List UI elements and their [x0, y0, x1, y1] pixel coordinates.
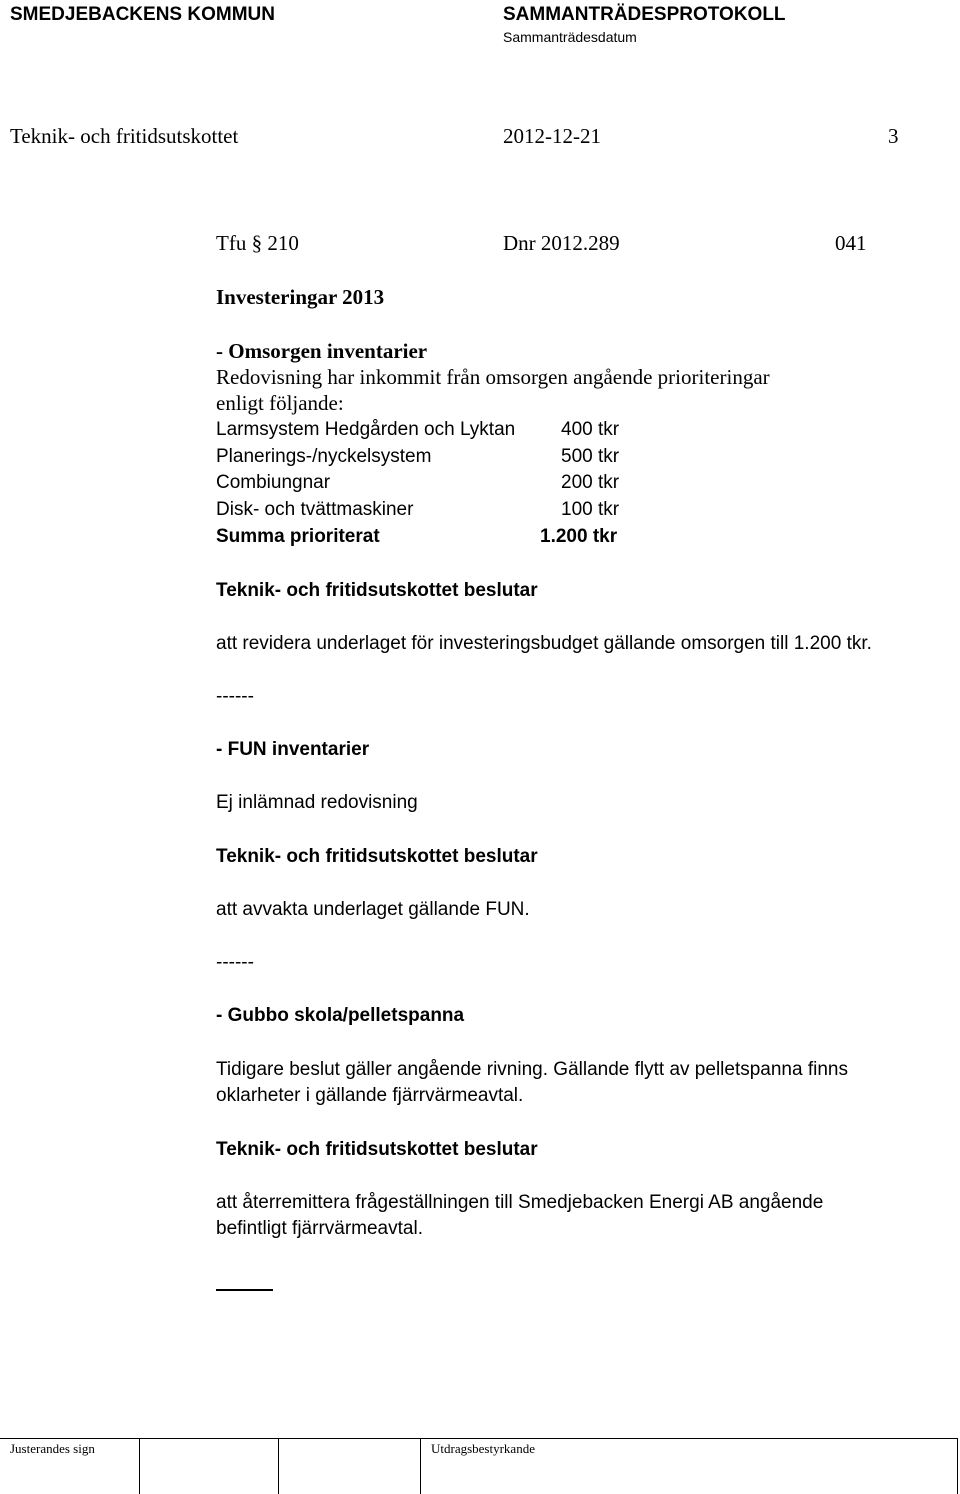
gubbo-text-line1: Tidigare beslut gäller angående rivning. Gällande flytt av pelletspanna finns [216, 1059, 848, 1080]
section-heading-gubbo: - Gubbo skola/pelletspanna [216, 1005, 465, 1026]
decision-text: att revidera underlaget för investeringsbudget gällande omsorgen till 1.200 tkr. [216, 633, 872, 654]
omsorgen-intro-line2: enligt följande: [216, 391, 344, 415]
item-amount: 100 tkr [561, 499, 620, 520]
decision-heading: Teknik- och fritidsutskottet beslutar [216, 846, 538, 867]
footer-divider [0, 1438, 958, 1439]
archive-code: 041 [835, 231, 867, 255]
footer-sign-label: Justerandes sign [10, 1441, 95, 1456]
item-amount: 400 tkr [561, 419, 620, 440]
diary-number: Dnr 2012.289 [503, 231, 620, 255]
paragraph-reference: Tfu § 210 [216, 231, 299, 255]
section-heading-fun: - FUN inventarier [216, 739, 370, 760]
decision-text-line1: att återremittera frågeställningen till Smedjebacken Energi AB angående [216, 1192, 824, 1213]
separator: ------ [216, 686, 254, 707]
gubbo-text-line2: oklarheter i gällande fjärrvärmeavtal. [216, 1085, 524, 1106]
decision-heading: Teknik- och fritidsutskottet beslutar [216, 1139, 538, 1160]
org-name: SMEDJEBACKENS KOMMUN [10, 4, 275, 25]
item-label: Larmsystem Hedgården och Lyktan [216, 419, 516, 440]
meeting-date: 2012-12-21 [503, 124, 601, 148]
page-title: Investeringar 2013 [216, 285, 385, 309]
section-heading-omsorgen: - Omsorgen inventarier [216, 339, 428, 363]
page-number: 3 [888, 124, 899, 148]
item-label: Disk- och tvättmaskiner [216, 499, 414, 520]
item-label: Combiungnar [216, 472, 331, 493]
footer-cell-divider [278, 1438, 279, 1494]
committee-name: Teknik- och fritidsutskottet [10, 124, 239, 148]
item-label: Planerings-/nyckelsystem [216, 446, 432, 467]
end-rule [216, 1289, 273, 1291]
fun-text: Ej inlämnad redovisning [216, 792, 418, 813]
item-amount: 500 tkr [561, 446, 620, 467]
decision-heading: Teknik- och fritidsutskottet beslutar [216, 580, 538, 601]
total-label: Summa prioriterat [216, 526, 380, 547]
footer-extract-label: Utdragsbestyrkande [431, 1441, 535, 1456]
footer-cell-divider [957, 1438, 958, 1494]
item-amount: 200 tkr [561, 472, 620, 493]
meeting-date-label: Sammanträdesdatum [503, 29, 637, 45]
decision-text: att avvakta underlaget gällande FUN. [216, 899, 530, 920]
document-type: SAMMANTRÄDESPROTOKOLL [503, 4, 786, 25]
footer-cell-divider [139, 1438, 140, 1494]
footer-cell-divider [420, 1438, 421, 1494]
decision-text-line2: befintligt fjärrvärmeavtal. [216, 1218, 423, 1239]
omsorgen-intro-line1: Redovisning har inkommit från omsorgen angående prioriteringar [216, 365, 770, 389]
total-amount: 1.200 tkr [540, 526, 618, 547]
separator: ------ [216, 952, 254, 973]
